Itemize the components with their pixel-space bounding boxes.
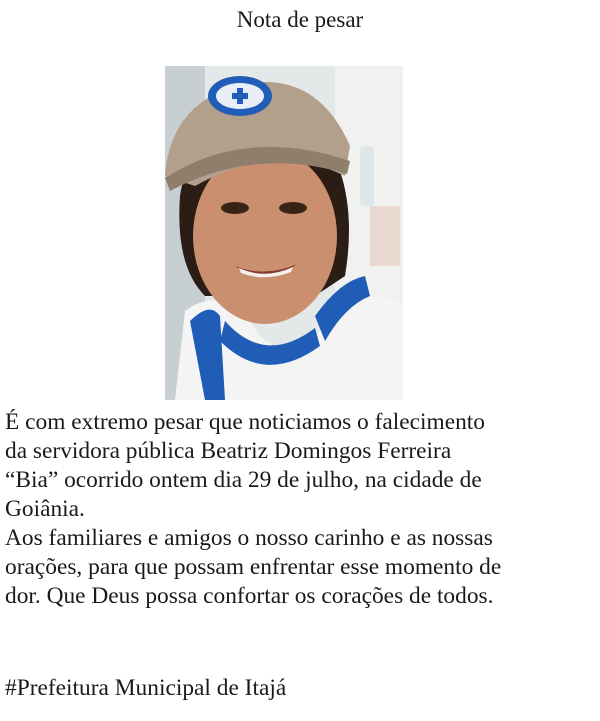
condolence-message [5,408,597,611]
text-line: orações, para que possam enfrentar esse momento de [5,554,502,580]
text-line: dor. Que Deus possa confortar os corações de todos. [5,583,494,609]
page-title: Nota de pesar [236,7,364,32]
text-line: É com extremo pesar que noticiamos o falecimento [5,409,485,435]
paragraph-1 [5,408,597,524]
text-line: da servidora pública Beatriz Domingos Ferreira [5,438,452,464]
hashtag-signature: #Prefeitura Municipal de Itajá [5,675,287,701]
portrait-photo [165,66,403,400]
text-line: Aos familiares e amigos o nosso carinho e as nossas [5,525,493,551]
text-line: “Bia” ocorrido ontem dia 29 de julho, na cidade de [5,467,482,493]
text-line: Goiânia. [5,496,85,522]
paragraph-2 [5,524,597,611]
